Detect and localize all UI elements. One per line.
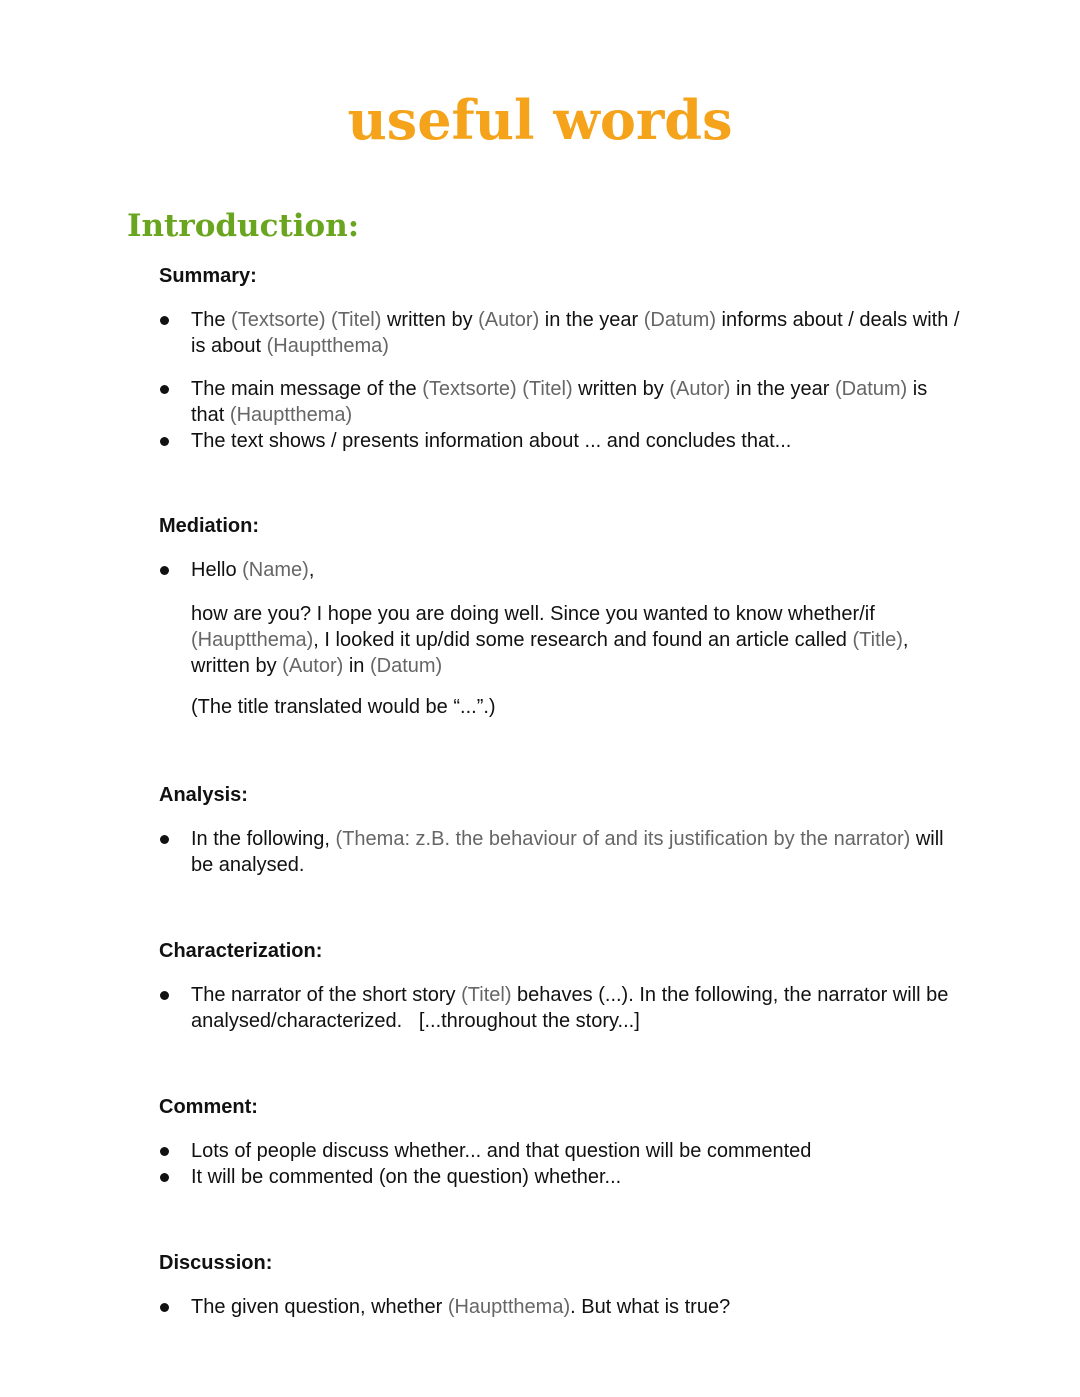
summary-bullet-1: [191, 309, 959, 357]
text-run: The given question, whether: [191, 1296, 448, 1318]
text-run: , I looked it up/did some research and found an article called: [313, 629, 853, 651]
bullet-icon: [160, 437, 169, 446]
placeholder-text: (Title): [852, 629, 903, 651]
text-run: behaves (...). In the following, the narrator will be analysed/characterized. [...throughout the story...]: [191, 984, 949, 1032]
text-run: written by: [572, 378, 670, 400]
summary-list: [0, 307, 961, 359]
list-item: [0, 307, 961, 359]
text-run: in the year: [539, 309, 644, 331]
page-title: useful words: [347, 88, 733, 152]
text-run: In the following,: [191, 828, 336, 850]
summary-heading: Summary:: [159, 265, 257, 287]
placeholder-text: (Autor): [282, 655, 344, 677]
discussion-heading: Discussion:: [159, 1252, 273, 1274]
bullet-icon: [160, 991, 169, 1000]
text-run: is that: [191, 378, 928, 426]
text-run: The narrator of the short story: [191, 984, 462, 1006]
placeholder-text: (Textsorte) (Titel): [231, 309, 382, 331]
summary-list-2: [0, 376, 961, 454]
list-item: [0, 376, 961, 428]
placeholder-text: (Hauptthema): [266, 335, 389, 357]
placeholder-text: (Titel): [461, 984, 512, 1006]
text-run: , written by: [191, 629, 909, 677]
list-item: [0, 826, 961, 878]
placeholder-text: (Hauptthema): [447, 1296, 571, 1318]
text-run: will be analysed.: [191, 828, 944, 876]
comment-list: [0, 1138, 961, 1190]
comment-bullet-1: Lots of people discuss whether... and that question will be commented: [191, 1140, 812, 1162]
placeholder-text: (Autor): [669, 378, 731, 400]
list-item: [0, 1164, 961, 1190]
placeholder-text: (Textsorte) (Titel): [422, 378, 573, 400]
list-item: [0, 428, 961, 454]
bullet-icon: [160, 1147, 169, 1156]
comment-bullet-2: It will be commented (on the question) whether...: [191, 1166, 622, 1188]
bullet-icon: [160, 385, 169, 394]
text-run: how are you? I hope you are doing well. Since you wanted to know whether/if: [191, 603, 875, 625]
list-item: [0, 1138, 961, 1164]
text-run: in: [343, 655, 370, 677]
bullet-icon: [160, 566, 169, 575]
comment-heading: Comment:: [159, 1096, 258, 1118]
placeholder-text: (Thema: z.B. the behaviour of and its justification by the narrator): [335, 828, 911, 850]
bullet-icon: [160, 316, 169, 325]
text-run: . But what is true?: [570, 1296, 731, 1318]
introduction-heading: Introduction:: [127, 208, 360, 244]
characterization-bullet-1: [191, 984, 948, 1032]
mediation-bullet-1: [191, 559, 314, 581]
text-run: in the year: [730, 378, 835, 400]
analysis-list: [0, 826, 961, 878]
placeholder-text: (Hauptthema): [229, 404, 353, 426]
mediation-paragraph-1: [191, 601, 931, 679]
bullet-icon: [160, 1173, 169, 1182]
text-run: The main message of the: [191, 378, 423, 400]
placeholder-text: (Datum): [643, 309, 716, 331]
list-item: [0, 557, 961, 583]
placeholder-text: (Autor): [478, 309, 540, 331]
analysis-heading: Analysis:: [159, 784, 248, 806]
placeholder-text: (Datum): [834, 378, 908, 400]
summary-bullet-3: The text shows / presents information about ... and concludes that...: [191, 430, 792, 452]
mediation-paragraph-2: (The title translated would be “...”.): [191, 696, 496, 718]
placeholder-text: (Datum): [369, 655, 443, 677]
text-run: ,: [308, 559, 315, 581]
placeholder-text: (Name): [242, 559, 309, 581]
characterization-heading: Characterization:: [159, 940, 323, 962]
text-run: The: [191, 309, 232, 331]
discussion-bullet-1: [191, 1296, 730, 1318]
mediation-list: [0, 557, 961, 583]
text-run: written by: [381, 309, 479, 331]
bullet-icon: [160, 835, 169, 844]
mediation-heading: Mediation:: [159, 515, 259, 537]
list-item: [0, 1294, 961, 1320]
discussion-list: [0, 1294, 961, 1320]
text-run: Hello: [191, 559, 243, 581]
bullet-icon: [160, 1303, 169, 1312]
placeholder-text: (Hauptthema): [191, 629, 314, 651]
text-run: informs about / deals with / is about: [191, 309, 960, 357]
characterization-list: [0, 982, 961, 1034]
summary-bullet-2: [191, 378, 927, 426]
analysis-bullet-1: [191, 828, 944, 876]
list-item: [0, 982, 961, 1034]
